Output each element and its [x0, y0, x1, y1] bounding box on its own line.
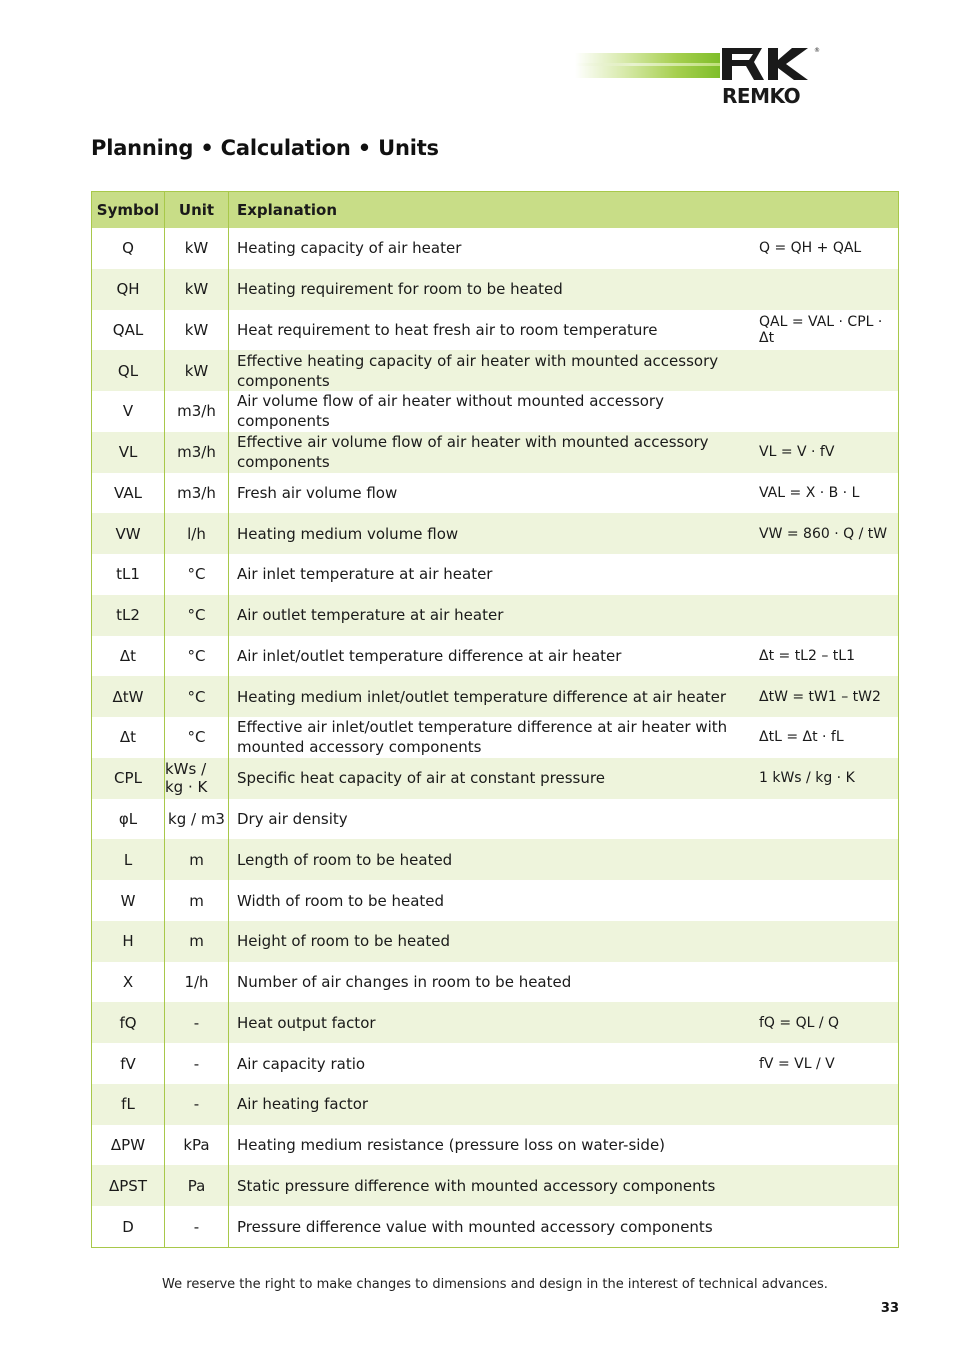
table-row: [92, 1084, 898, 1125]
table-row: [92, 310, 898, 351]
formula-cell: [751, 595, 897, 636]
explanation-cell: Effective air inlet/outlet temperature difference at air heater with mounted accessory components: [237, 718, 728, 757]
table-row: [92, 921, 898, 962]
explanation-cell: Heating medium inlet/outlet temperature difference at air heater: [237, 687, 727, 706]
page-title: Planning • Calculation • Units: [91, 136, 439, 160]
explanation-cell: Air outlet temperature at air heater: [237, 606, 504, 625]
header-explanation: Explanation: [237, 201, 338, 219]
formula-cell: ΔtL = Δt · fL: [759, 729, 844, 746]
unit-cell: kPa: [183, 1136, 210, 1155]
explanation-cell: Air inlet/outlet temperature difference at air heater: [237, 646, 622, 665]
unit-cell: kW: [184, 280, 209, 299]
table-row: [92, 432, 898, 473]
formula-cell: Δt = tL2 – tL1: [759, 647, 855, 664]
symbol-cell: X: [122, 973, 134, 992]
formula-cell: VAL = X · B · L: [759, 484, 860, 501]
unit-cell: °C: [187, 687, 206, 706]
unit-cell: °C: [187, 728, 206, 747]
explanation-cell: Static pressure difference with mounted accessory components: [237, 1176, 716, 1195]
explanation-cell: Heating capacity of air heater: [237, 239, 462, 258]
symbol-cell: V: [122, 402, 134, 421]
formula-cell: [751, 839, 897, 880]
unit-cell: Pa: [187, 1176, 206, 1195]
symbol-cell: φL: [118, 810, 138, 828]
brand-name: REMKO: [722, 84, 801, 108]
table-row: [92, 799, 898, 840]
table-row: [92, 636, 898, 677]
unit-cell: m: [189, 850, 204, 869]
formula-cell: [751, 554, 897, 595]
explanation-cell: Air heating factor: [237, 1095, 369, 1114]
unit-cell: °C: [187, 606, 206, 625]
symbol-cell: CPL: [114, 769, 142, 788]
unit-cell: °C: [187, 646, 206, 665]
symbol-cell: L: [123, 850, 133, 869]
explanation-cell: Length of room to be heated: [237, 850, 453, 869]
footer-note: We reserve the right to make changes to dimensions and design in the interest of technical advances.: [162, 1277, 828, 1292]
unit-cell: kW: [184, 239, 209, 258]
formula-cell: [751, 962, 897, 1003]
explanation-cell: Effective air volume flow of air heater with mounted accessory components: [237, 433, 709, 472]
explanation-cell: Heating medium resistance (pressure loss on water-side): [237, 1136, 666, 1155]
explanation-cell: Heating requirement for room to be heated: [237, 280, 563, 299]
table-header: [92, 192, 898, 228]
unit-cell: m3/h: [177, 402, 216, 421]
units-table: [91, 191, 899, 1248]
symbol-cell: D: [122, 1217, 134, 1236]
formula-cell: VL = V · fV: [759, 444, 835, 461]
formula-cell: [751, 880, 897, 921]
table-row: [92, 962, 898, 1003]
table-row: [92, 1165, 898, 1206]
explanation-cell: Heat output factor: [237, 1013, 376, 1032]
symbol-cell: tL1: [116, 565, 140, 584]
unit-cell: kWs / kg · K: [165, 760, 208, 797]
table-row: [92, 391, 898, 432]
unit-cell: kW: [184, 361, 209, 380]
table-row: [92, 595, 898, 636]
brand-stripe: [575, 53, 720, 78]
formula-cell: 1 kWs / kg · K: [759, 770, 855, 787]
symbol-cell: ΔPW: [110, 1136, 146, 1155]
symbol-cell: QL: [117, 361, 139, 380]
formula-cell: [751, 799, 897, 840]
symbol-cell: VAL: [114, 483, 142, 502]
explanation-cell: Number of air changes in room to be heated: [237, 973, 572, 992]
symbol-cell: VW: [115, 524, 141, 543]
table-row: [92, 880, 898, 921]
remko-logo-icon: [718, 44, 820, 84]
explanation-cell: Effective heating capacity of air heater with mounted accessory components: [237, 351, 719, 390]
table-row: [92, 758, 898, 799]
explanation-cell: Fresh air volume flow: [237, 483, 398, 502]
unit-cell: 1/h: [184, 973, 209, 992]
formula-cell: ΔtW = tW1 – tW2: [759, 688, 881, 705]
formula-cell: [751, 269, 897, 310]
formula-cell: VW = 860 · Q / tW: [759, 525, 888, 542]
explanation-cell: Air capacity ratio: [237, 1054, 366, 1073]
formula-cell: QAL = VAL · CPL · Δt: [759, 313, 883, 346]
header-unit: Unit: [178, 201, 215, 219]
symbol-cell: VL: [118, 443, 138, 462]
table-row: [92, 676, 898, 717]
table-row: [92, 269, 898, 310]
explanation-cell: Heating medium volume flow: [237, 524, 459, 543]
symbol-cell: QH: [116, 280, 140, 299]
unit-cell: m3/h: [177, 443, 216, 462]
symbol-cell: Δt: [119, 646, 137, 665]
explanation-cell: Height of room to be heated: [237, 932, 451, 951]
explanation-cell: Heat requirement to heat fresh air to room temperature: [237, 320, 658, 339]
table-row: [92, 839, 898, 880]
unit-cell: m3/h: [177, 483, 216, 502]
formula-cell: [751, 1206, 897, 1247]
symbol-cell: ΔtW: [112, 687, 144, 706]
unit-cell: m: [189, 891, 204, 910]
unit-cell: kg / m3: [168, 810, 225, 828]
explanation-cell: Specific heat capacity of air at constant pressure: [237, 769, 605, 788]
table-row: [92, 350, 898, 391]
unit-cell: m: [189, 932, 204, 951]
formula-cell: fQ = QL / Q: [759, 1014, 840, 1031]
unit-cell: kW: [184, 320, 209, 339]
formula-cell: [751, 350, 897, 391]
symbol-cell: tL2: [116, 606, 140, 625]
table-row: [92, 1043, 898, 1084]
table-row: [92, 228, 898, 269]
table-row: [92, 473, 898, 514]
unit-cell: °C: [187, 565, 206, 584]
explanation-cell: Air inlet temperature at air heater: [237, 565, 493, 584]
table-row: [92, 1125, 898, 1166]
formula-cell: [751, 1165, 897, 1206]
symbol-cell: ΔPST: [109, 1176, 147, 1195]
symbol-cell: fQ: [119, 1013, 137, 1032]
formula-cell: Q = QH + QAL: [759, 240, 862, 257]
table-row: [92, 513, 898, 554]
explanation-cell: Dry air density: [237, 810, 348, 828]
table-row: [92, 1206, 898, 1247]
page-number: 33: [880, 1301, 899, 1316]
symbol-cell: fL: [121, 1095, 135, 1114]
formula-cell: fV = VL / V: [759, 1055, 835, 1072]
formula-cell: [751, 391, 897, 432]
column-divider: [164, 192, 165, 1247]
symbol-cell: QAL: [112, 320, 144, 339]
symbol-cell: fV: [120, 1054, 136, 1073]
formula-cell: [751, 1084, 897, 1125]
table-row: [92, 717, 898, 758]
explanation-cell: Width of room to be heated: [237, 891, 445, 910]
svg-text:®: ®: [814, 47, 820, 54]
symbol-cell: W: [120, 891, 136, 910]
column-divider: [228, 192, 229, 1247]
unit-cell: -: [193, 1054, 200, 1073]
table-row: [92, 554, 898, 595]
unit-cell: l/h: [187, 524, 206, 543]
table-row: [92, 1002, 898, 1043]
explanation-cell: Pressure difference value with mounted accessory components: [237, 1217, 713, 1236]
symbol-cell: Δt: [119, 728, 137, 747]
unit-cell: -: [193, 1217, 200, 1236]
symbol-cell: Q: [122, 239, 134, 258]
header-symbol: Symbol: [96, 201, 160, 219]
formula-cell: [751, 1125, 897, 1166]
unit-cell: -: [193, 1013, 200, 1032]
symbol-cell: H: [122, 932, 134, 951]
formula-cell: [751, 921, 897, 962]
explanation-cell: Air volume flow of air heater without mounted accessory components: [237, 392, 664, 431]
unit-cell: -: [193, 1095, 200, 1114]
